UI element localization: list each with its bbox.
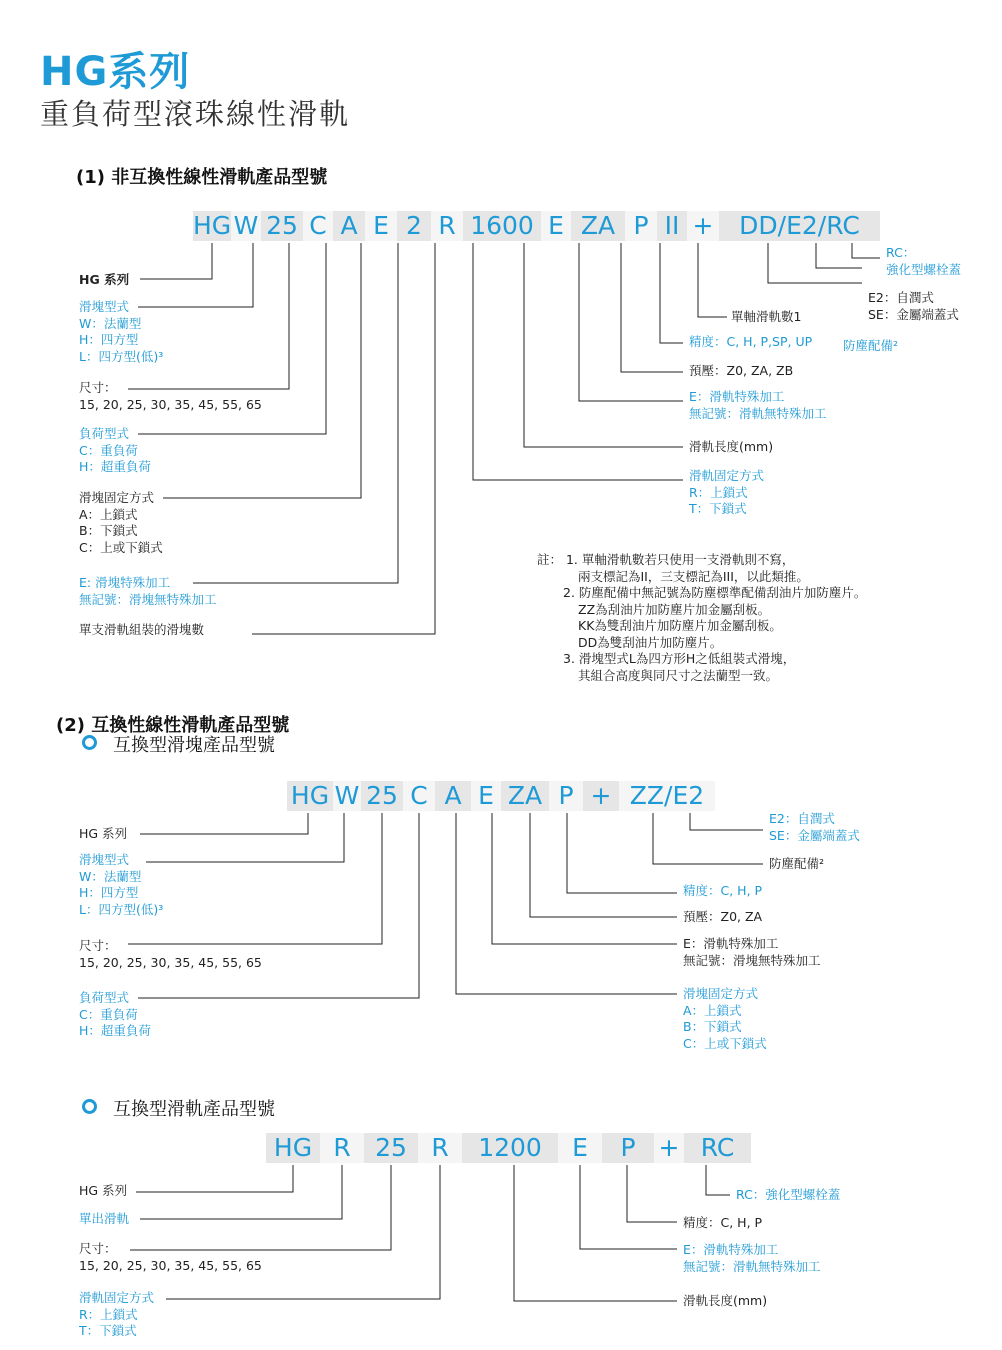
label-precision: 精度：C, H, P bbox=[683, 1215, 763, 1230]
code-seg: E bbox=[541, 211, 571, 241]
code-seg: HG bbox=[266, 1133, 320, 1163]
code-seg: A bbox=[435, 781, 471, 811]
label-special: E：滑軌特殊加工 無記號：滑塊無特殊加工 bbox=[683, 936, 821, 968]
code-seg: + bbox=[654, 1133, 684, 1163]
label-precision: 精度：C, H, P bbox=[683, 883, 763, 898]
label-size: 尺寸： 15, 20, 25, 30, 35, 45, 55, 65 bbox=[79, 938, 262, 970]
code-seg: R bbox=[320, 1133, 364, 1163]
subsection-rail: 互換型滑軌產品型號 bbox=[82, 1095, 275, 1121]
code-seg: E bbox=[558, 1133, 602, 1163]
code-seg: DD/E2/RC bbox=[719, 211, 880, 241]
subsection-block: 互換型滑塊產品型號 bbox=[82, 731, 275, 757]
label-block-type: 滑塊型式 W：法蘭型 H：四方型 L：四方型(低)³ bbox=[79, 299, 164, 364]
label-load: 負荷型式 C：重負荷 H：超重負荷 bbox=[79, 990, 151, 1038]
page-subtitle: 重負荷型滾珠線性滑軌 bbox=[40, 97, 351, 131]
label-block-special: E: 滑塊特殊加工 無記號：滑塊無特殊加工 bbox=[79, 575, 217, 607]
code-seg: R bbox=[431, 211, 463, 241]
label-precision: 精度：C, H, P,SP, UP bbox=[689, 334, 813, 349]
label-rc: RC： 強化型螺栓蓋 bbox=[886, 245, 962, 277]
code-seg: P bbox=[625, 211, 657, 241]
label-preload: 預壓：Z0, ZA bbox=[683, 909, 763, 924]
label-block-mount: 滑塊固定方式 A：上鎖式 B：下鎖式 C：上或下鎖式 bbox=[79, 490, 163, 555]
code-seg: 1600 bbox=[463, 211, 541, 241]
label-e2: E2：自潤式 SE：金屬端蓋式 bbox=[769, 811, 860, 843]
label-load: 負荷型式 C：重負荷 H：超重負荷 bbox=[79, 426, 151, 474]
code-seg: HG bbox=[193, 211, 232, 240]
code-seg: 25 bbox=[364, 1133, 418, 1163]
code-seg: R bbox=[418, 1133, 462, 1163]
label-special: E：滑軌特殊加工 無記號：滑軌無特殊加工 bbox=[683, 1242, 821, 1274]
code-seg: 25 bbox=[361, 781, 403, 811]
label-rail-length: 滑軌長度(mm) bbox=[689, 439, 774, 454]
label-rail-special: E：滑軌特殊加工 無記號：滑軌無特殊加工 bbox=[689, 389, 827, 421]
code-seg: E bbox=[471, 781, 501, 811]
code-seg: 2 bbox=[397, 211, 431, 241]
label-rail-length: 滑軌長度(mm) bbox=[683, 1293, 768, 1308]
label-rail-mount: 滑軌固定方式 R：上鎖式 T：下鎖式 bbox=[689, 468, 765, 516]
label-preload: 預壓：Z0, ZA, ZB bbox=[689, 363, 794, 378]
label-size: 尺寸： 15, 20, 25, 30, 35, 45, 55, 65 bbox=[79, 380, 262, 412]
label-single-rail: 單出滑軌 bbox=[79, 1211, 130, 1226]
code-seg: ZA bbox=[501, 781, 549, 811]
code-seg: II bbox=[657, 211, 687, 241]
code-seg: C bbox=[403, 781, 435, 811]
code-seg: C bbox=[303, 211, 333, 241]
section2-title: (2) 互換性線性滑軌產品型號 bbox=[56, 715, 290, 736]
code-seg: ZA bbox=[571, 211, 625, 241]
code-seg: A bbox=[333, 211, 365, 241]
code-seg: P bbox=[549, 781, 583, 811]
label-series: HG 系列 bbox=[79, 272, 130, 287]
label-dust: 防塵配備² bbox=[769, 856, 825, 871]
code-seg: 25 bbox=[261, 211, 303, 241]
label-rc: RC：強化型螺栓蓋 bbox=[736, 1187, 841, 1202]
section1-title: (1) 非互換性線性滑軌產品型號 bbox=[76, 167, 328, 188]
label-axis: 單軸滑軌數1 bbox=[731, 309, 802, 324]
code-seg: 1200 bbox=[462, 1133, 558, 1163]
label-block-mount: 滑塊固定方式 A：上鎖式 B：下鎖式 C：上或下鎖式 bbox=[683, 986, 767, 1051]
code-seg: + bbox=[583, 781, 619, 811]
code-seg: RC bbox=[684, 1133, 751, 1163]
code-seg: HG bbox=[287, 781, 333, 811]
notes: 註： 1. 單軸滑軌數若只使用一支滑軌則不寫， 兩支標記為II，三支標記為III，以此類推。 2. 防塵配備中無記號為防塵標準配備刮油片加防塵片。 ZZ為刮油片加防塵片加金屬刮板。 KK為雙刮油片加防塵片加金屬刮板。 DD為雙刮油片加防塵片。 3. 滑塊型式L為四方形H之低組裝式滑塊， 其組合高度與同尺寸之法蘭型一致。 bbox=[537, 552, 867, 683]
label-size: 尺寸： 15, 20, 25, 30, 35, 45, 55, 65 bbox=[79, 1241, 262, 1273]
code-seg: + bbox=[687, 211, 719, 241]
label-rail-mount: 滑軌固定方式 R：上鎖式 T：下鎖式 bbox=[79, 1290, 155, 1338]
label-series: HG 系列 bbox=[79, 1183, 128, 1198]
label-series: HG 系列 bbox=[79, 826, 128, 841]
code-seg: E bbox=[365, 211, 397, 241]
code-seg: W bbox=[231, 211, 261, 241]
code-seg: P bbox=[602, 1133, 654, 1163]
label-block-count: 單支滑軌組裝的滑塊數 bbox=[79, 622, 205, 637]
label-block-type: 滑塊型式 W：法蘭型 H：四方型 L：四方型(低)³ bbox=[79, 852, 164, 917]
label-e2: E2：自潤式 SE：金屬端蓋式 bbox=[868, 290, 959, 322]
code-seg: ZZ/E2 bbox=[619, 781, 715, 811]
page-title: HG系列 bbox=[40, 49, 191, 95]
label-dust: 防塵配備² bbox=[843, 338, 899, 353]
code-seg: W bbox=[334, 781, 360, 810]
